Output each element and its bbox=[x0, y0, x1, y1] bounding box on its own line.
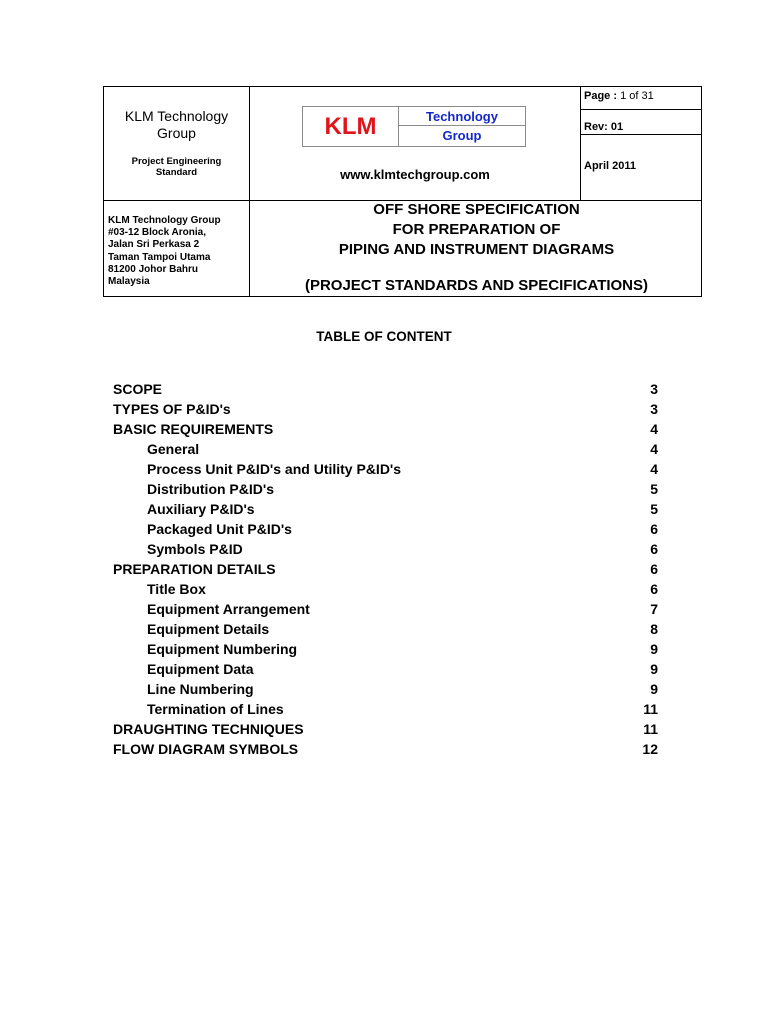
toc-entry-label: Equipment Numbering bbox=[147, 641, 298, 657]
toc-entry-page: 11 bbox=[643, 721, 658, 737]
revision: Rev: 01 bbox=[584, 121, 624, 133]
toc-entry[interactable] bbox=[113, 481, 658, 501]
header-divider-page bbox=[580, 109, 701, 110]
company-sub-line2: Standard bbox=[155, 167, 198, 178]
toc-entry-page: 9 bbox=[650, 681, 658, 697]
toc-entry[interactable] bbox=[113, 541, 658, 561]
toc-entry-label: Packaged Unit P&ID's bbox=[147, 521, 292, 537]
page-label: Page : bbox=[584, 90, 618, 102]
address-line: Jalan Sri Perkasa 2 bbox=[108, 239, 200, 251]
toc-entry-label: TYPES OF P&ID's bbox=[113, 401, 231, 417]
toc-entry[interactable] bbox=[113, 521, 658, 541]
toc-entry-page: 5 bbox=[650, 501, 658, 517]
toc-entry-page: 7 bbox=[650, 601, 658, 617]
toc-entry-label: Equipment Details bbox=[147, 621, 270, 637]
toc-entry[interactable] bbox=[113, 741, 658, 761]
title-line: PIPING AND INSTRUMENT DIAGRAMS bbox=[338, 241, 615, 258]
toc-entry[interactable] bbox=[113, 501, 658, 521]
website-link[interactable]: www.klmtechgroup.com bbox=[340, 167, 490, 182]
toc-entry-label: FLOW DIAGRAM SYMBOLS bbox=[113, 741, 299, 757]
toc-entry-label: DRAUGHTING TECHNIQUES bbox=[113, 721, 304, 737]
address-line: KLM Technology Group bbox=[108, 215, 221, 226]
toc-entry[interactable] bbox=[113, 681, 658, 701]
header-divider-right bbox=[580, 87, 581, 200]
header-table bbox=[103, 86, 702, 297]
toc-entry-label: Termination of Lines bbox=[147, 701, 284, 717]
logo-klm-text: KLM bbox=[303, 107, 399, 146]
toc-entry-page: 12 bbox=[642, 741, 658, 757]
title-line: OFF SHORE SPECIFICATION bbox=[373, 201, 580, 218]
toc-entry[interactable] bbox=[113, 661, 658, 681]
toc-entry-page: 9 bbox=[650, 641, 658, 657]
toc-entry-label: Title Box bbox=[147, 581, 206, 597]
toc-entry-page: 9 bbox=[650, 661, 658, 677]
toc-entry[interactable] bbox=[113, 701, 658, 721]
toc-entry-label: General bbox=[147, 441, 200, 457]
klm-logo bbox=[302, 106, 526, 147]
company-subtitle bbox=[104, 156, 249, 178]
company-address bbox=[108, 215, 248, 288]
toc-entry[interactable] bbox=[113, 441, 658, 461]
toc-entry-page: 4 bbox=[650, 421, 658, 437]
toc-entry[interactable] bbox=[113, 621, 658, 641]
toc-entry-page: 8 bbox=[650, 621, 658, 637]
company-name-line1: KLM Technology bbox=[124, 108, 229, 124]
toc-entry-label: Symbols P&ID bbox=[147, 541, 243, 557]
document-title bbox=[250, 200, 703, 260]
toc-entry-label: Process Unit P&ID's and Utility P&ID's bbox=[147, 461, 402, 477]
toc-entry-page: 5 bbox=[650, 481, 658, 497]
toc-entry-page: 4 bbox=[650, 441, 658, 457]
toc-entry-page: 11 bbox=[643, 701, 658, 717]
toc-entry-label: Equipment Arrangement bbox=[147, 601, 310, 617]
toc-entry-page: 3 bbox=[650, 401, 658, 417]
toc-entry[interactable] bbox=[113, 461, 658, 481]
toc-entry-label: Equipment Data bbox=[147, 661, 254, 677]
toc-entry-page: 6 bbox=[650, 561, 658, 577]
toc-entry[interactable] bbox=[113, 561, 658, 581]
header-divider-rev bbox=[580, 134, 701, 135]
toc-entry[interactable] bbox=[113, 721, 658, 741]
logo-technology-text: Technology bbox=[399, 107, 525, 126]
toc-entry[interactable] bbox=[113, 381, 658, 401]
toc-entry[interactable] bbox=[113, 581, 658, 601]
address-line: Malaysia bbox=[108, 276, 150, 288]
toc-entry-label: Auxiliary P&ID's bbox=[147, 501, 255, 517]
toc-entry-page: 4 bbox=[650, 461, 658, 477]
address-line: Taman Tampoi Utama bbox=[108, 251, 211, 263]
page-value: 1 of 31 bbox=[620, 90, 654, 102]
issue-date: April 2011 bbox=[584, 160, 636, 172]
address-line: #03-12 Block Aronia, bbox=[108, 227, 207, 239]
table-of-contents bbox=[113, 381, 658, 761]
toc-entry-page: 6 bbox=[650, 541, 658, 557]
company-name-line2: Group bbox=[157, 125, 196, 141]
company-sub-line1: Project Engineering bbox=[131, 156, 222, 167]
toc-entry-label: Line Numbering bbox=[147, 681, 254, 697]
toc-entry-page: 6 bbox=[650, 521, 658, 537]
toc-entry-label: SCOPE bbox=[113, 381, 163, 397]
logo-group-text: Group bbox=[442, 128, 482, 143]
toc-entry-label: BASIC REQUIREMENTS bbox=[113, 421, 274, 437]
toc-entry[interactable] bbox=[113, 421, 658, 441]
header-divider-left bbox=[249, 87, 250, 296]
address-line: 81200 Johor Bahru bbox=[108, 263, 199, 275]
toc-entry-page: 3 bbox=[650, 381, 658, 397]
document-subtitle: (PROJECT STANDARDS AND SPECIFICATIONS) bbox=[304, 277, 649, 294]
toc-entry[interactable] bbox=[113, 601, 658, 621]
toc-heading: TABLE OF CONTENT bbox=[316, 329, 452, 344]
page-number bbox=[584, 90, 654, 102]
toc-entry-label: PREPARATION DETAILS bbox=[113, 561, 276, 577]
toc-entry-page: 6 bbox=[650, 581, 658, 597]
toc-entry-label: Distribution P&ID's bbox=[147, 481, 274, 497]
toc-entry[interactable] bbox=[113, 401, 658, 421]
toc-entry[interactable] bbox=[113, 641, 658, 661]
title-line: FOR PREPARATION OF bbox=[392, 221, 561, 238]
company-name bbox=[104, 108, 249, 142]
